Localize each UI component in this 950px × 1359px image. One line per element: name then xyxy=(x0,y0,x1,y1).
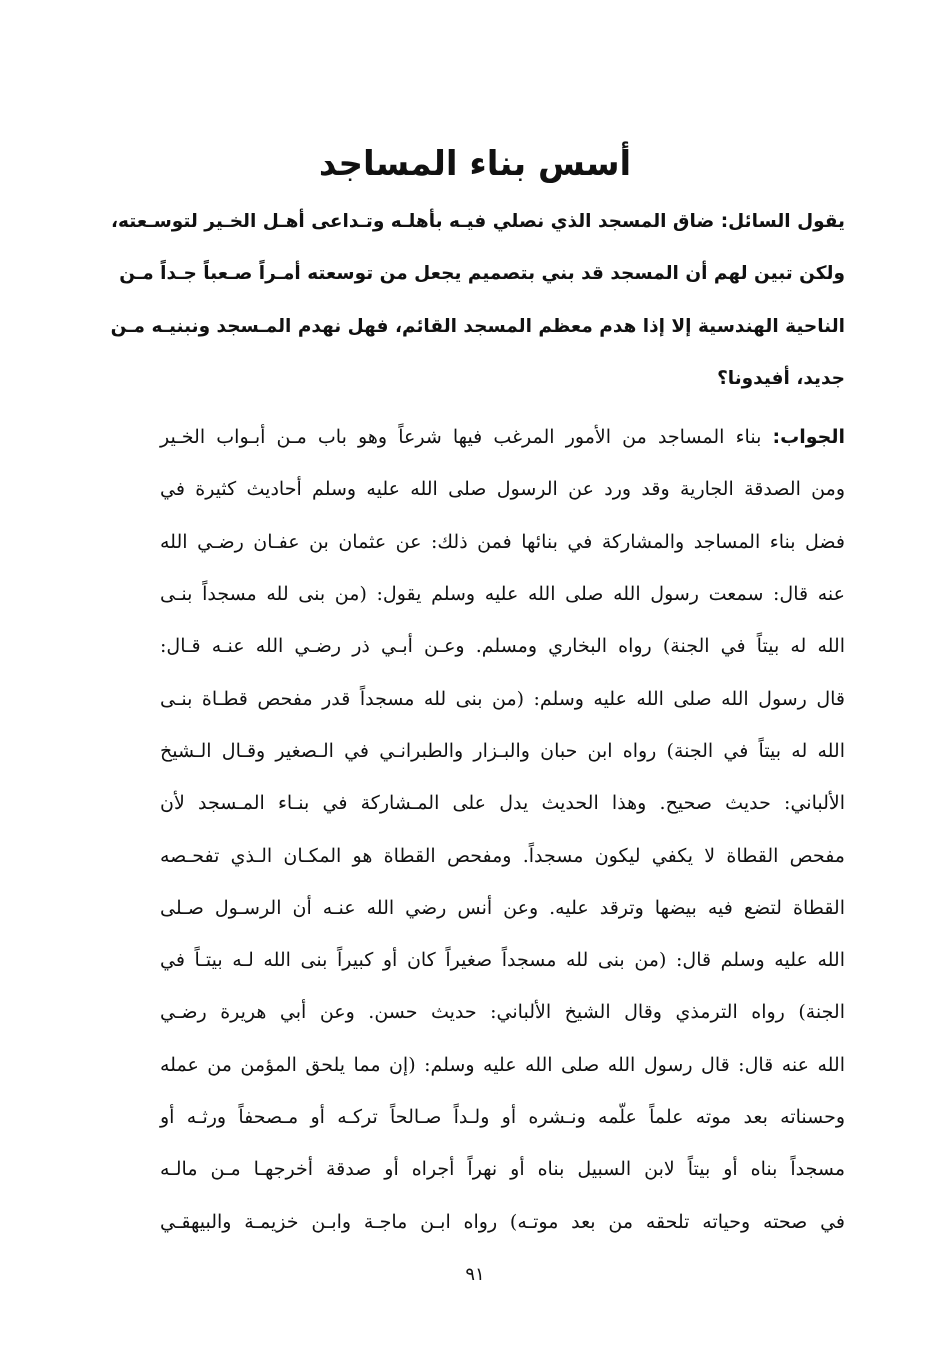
answer-line: فضل بناء المساجد والمشاركة في بنائها فمن ذلك: عن عثمان بن عفـان رضـي الله xyxy=(160,530,845,553)
article-body xyxy=(110,196,846,1248)
answer-line: القطاة لتضع فيه بيضها وترقد عليه. وعن أنس رضي الله عنـه أن الرسـول صـلى xyxy=(160,896,845,919)
answer-first-line-text: بناء المساجد من الأمور المرغب فيها شرعاً وهو باب مـن أبـواب الخـير xyxy=(160,426,762,449)
answer-line: الله عنه قال: قال رسول الله صلى الله عليه وسلم: (إن مما يلحق المؤمن من عمله xyxy=(160,1053,845,1076)
answer-line: مفحص القطاة لا يكفي ليكون مسجداً. ومفحص القطاة هو المكـان الـذي تفحـصه xyxy=(160,844,845,867)
question-line: الناحية الهندسية إلا إذا هدم معظم المسجد القائم، فهل نهدم المـسجد ونبنيـه مـن xyxy=(110,315,845,337)
answer-line: عنه قال: سمعت رسول الله صلى الله عليه وسلم يقول: (من بنى لله مسجداً بنـى xyxy=(160,583,846,606)
answer-line: في صحته وحياته تلحقه من بعد موتـه) رواه ابـن ماجـة وابـن خزيمـة والبيهقـي xyxy=(160,1210,845,1233)
answer-line: الجنة) رواه الترمذي وقال الشيخ الألباني: حديث حسن. وعن أبي هريرة رضـي xyxy=(160,1001,845,1024)
answer-line: ومن الصدقة الجارية وقد ورد عن الرسول صلى الله عليه وسلم أحاديث كثيرة في xyxy=(160,478,845,501)
page-number: ٩١ xyxy=(465,1264,485,1285)
answer-line: الألباني: حديث صحيح. وهذا الحديث يدل على المـشاركة في بنـاء المـسجد لأن xyxy=(160,792,845,815)
question-line: يقول السائل: ضاق المسجد الذي نصلي فيـه بأهلـه وتـداعى أهـل الخـير لتوسـعته، xyxy=(111,211,845,232)
answer-line: الله عليه وسلم قال: (من بنى لله مسجداً صغيراً كان أو كبيراً بنى الله لـه بيتـاً في xyxy=(160,949,845,972)
answer-line: مسجداً بناه أو بيتاً لابن السبيل بناه أو نهراً أجراه أو صدقة أخرجهـا مـن مالـه xyxy=(160,1158,845,1181)
question-line: جديد، أفيدونا؟ xyxy=(717,367,845,389)
answer-label: الجواب: xyxy=(772,426,846,449)
answer-line: قال رسول الله صلى الله عليه وسلم: (من بنى لله مسجداً قدر مفحص قطـاة بنـى xyxy=(160,687,845,710)
answer-line: وحسناته بعد موته علماً علّمه ونـشره أو ولـداً صـالحاً تركـه أو مـصحفاً ورثـه أو xyxy=(160,1106,845,1129)
answer-first-line xyxy=(160,411,845,463)
page-title: أسس بناء المساجد xyxy=(318,144,632,184)
answer-line: الله له بيتاً في الجنة) رواه ابن حبان والبـزار والطبرانـي في الـصغير وقـال الـشيخ xyxy=(160,739,845,762)
question-line: ولكن تبين لهم أن المسجد قد بني بتصميم يجعل من توسعته أمـراً صـعباً جـداً مـن xyxy=(119,263,845,285)
answer-line: الله له بيتاً في الجنة) رواه البخاري ومسلم. وعـن أبـي ذر رضـي الله عنـه قـال: xyxy=(160,635,845,658)
